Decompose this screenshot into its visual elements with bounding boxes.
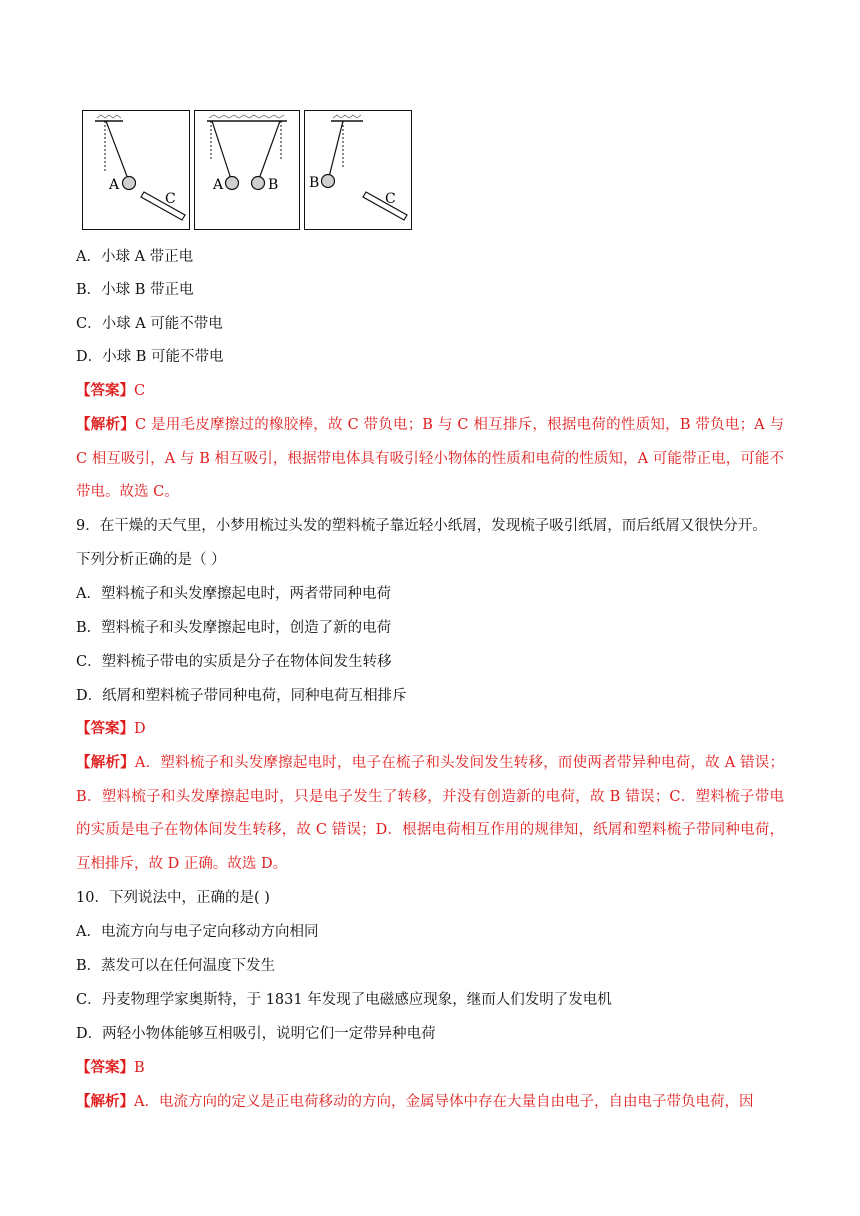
panel-1-drawing <box>83 111 191 231</box>
q8-option-d: D．小球 B 可能不带电 <box>76 349 224 365</box>
ball-a-label: A <box>109 177 120 193</box>
q8-option-a: A．小球 A 带正电 <box>76 249 194 265</box>
q10-option-b: B．蒸发可以在任何温度下发生 <box>76 958 276 974</box>
q9-option-c: C．塑料梳子带电的实质是分子在物体间发生转移 <box>76 654 392 670</box>
q9-analysis <box>76 746 784 881</box>
rod-c-label: C <box>385 191 396 207</box>
q8-answer <box>76 381 145 401</box>
q10-option-a: A．电流方向与电子定向移动方向相同 <box>76 924 319 940</box>
rod-c <box>141 192 185 220</box>
analysis-label: 【解析】 <box>76 1093 134 1110</box>
q10-stem: 10．下列说法中，正确的是( ) <box>76 890 270 906</box>
ball-a <box>123 177 136 190</box>
figure-panel-3 <box>304 110 412 230</box>
q8-option-c: C．小球 A 可能不带电 <box>76 316 223 332</box>
analysis-text: A．塑料梳子和头发摩擦起电时，电子在梳子和头发间发生转移，而使两者带异种电荷，故 A 错误；B．塑料梳子和头发摩擦起电时，只是电子发生了转移，并没有创造新的电荷，故 B 错误；C．塑料梳子带电的实质是电子在物体间发生转移，故 C 错误；D．根据电荷相互作用的规律知，纸屑和塑料梳子带同种电荷，互相排斥，故 D 正确。故选 D。 <box>76 755 784 872</box>
ball-b <box>322 175 335 188</box>
answer-value: B <box>134 1060 145 1076</box>
ball-b <box>252 177 265 190</box>
figure-panel-2 <box>194 110 300 230</box>
rod-c-label: C <box>165 191 176 207</box>
answer-value: C <box>134 383 146 399</box>
ball-a <box>226 177 239 190</box>
ball-b-label: B <box>268 177 279 193</box>
q8-option-b: B．小球 B 带正电 <box>76 282 194 298</box>
ball-a-label: A <box>213 177 224 193</box>
q10-option-c: C．丹麦物理学家奥斯特，于 1831 年发现了电磁感应现象，继而人们发明了发电机 <box>76 992 612 1008</box>
analysis-text: A．电流方向的定义是正电荷移动的方向，金属导体中存在大量自由电子，自由电子带负电荷，因 <box>134 1094 754 1110</box>
q9-stem-line-2: 下列分析正确的是（ ） <box>76 552 226 568</box>
q8-analysis <box>76 408 784 510</box>
q9-option-a: A．塑料梳子和头发摩擦起电时，两者带同种电荷 <box>76 586 391 602</box>
q9-answer <box>76 719 146 739</box>
q10-option-d: D．两轻小物体能够互相吸引，说明它们一定带异种电荷 <box>76 1026 436 1042</box>
answer-label: 【答案】 <box>76 382 134 399</box>
analysis-label: 【解析】 <box>76 754 135 771</box>
q9-option-d: D．纸屑和塑料梳子带同种电荷，同种电荷互相排斥 <box>76 688 407 704</box>
q9-stem-line-1: 9．在干燥的天气里，小梦用梳过头发的塑料梳子靠近轻小纸屑，发现梳子吸引纸屑，而后纸屑又很快分开。 <box>76 518 767 534</box>
analysis-label: 【解析】 <box>76 416 136 433</box>
q9-option-b: B．塑料梳子和头发摩擦起电时，创造了新的电荷 <box>76 620 392 636</box>
ball-b-label: B <box>309 175 320 191</box>
figure-panel-1 <box>82 110 190 230</box>
q10-analysis <box>76 1085 784 1120</box>
analysis-text: C 是用毛皮摩擦过的橡胶棒，故 C 带负电；B 与 C 相互排斥，根据电荷的性质知，B 带负电；A 与 C 相互吸引，A 与 B 相互吸引，根据带电体具有吸引轻小物体的性质和电荷的性质知，A 可能带正电，可能不带电。故选 C。 <box>76 417 785 500</box>
pendulum-figure <box>82 110 412 232</box>
panel-3-drawing <box>305 111 413 231</box>
q10-answer <box>76 1058 145 1078</box>
answer-label: 【答案】 <box>76 1059 134 1076</box>
panel-2-drawing <box>195 111 301 231</box>
answer-value: D <box>134 721 146 737</box>
answer-label: 【答案】 <box>76 720 134 737</box>
